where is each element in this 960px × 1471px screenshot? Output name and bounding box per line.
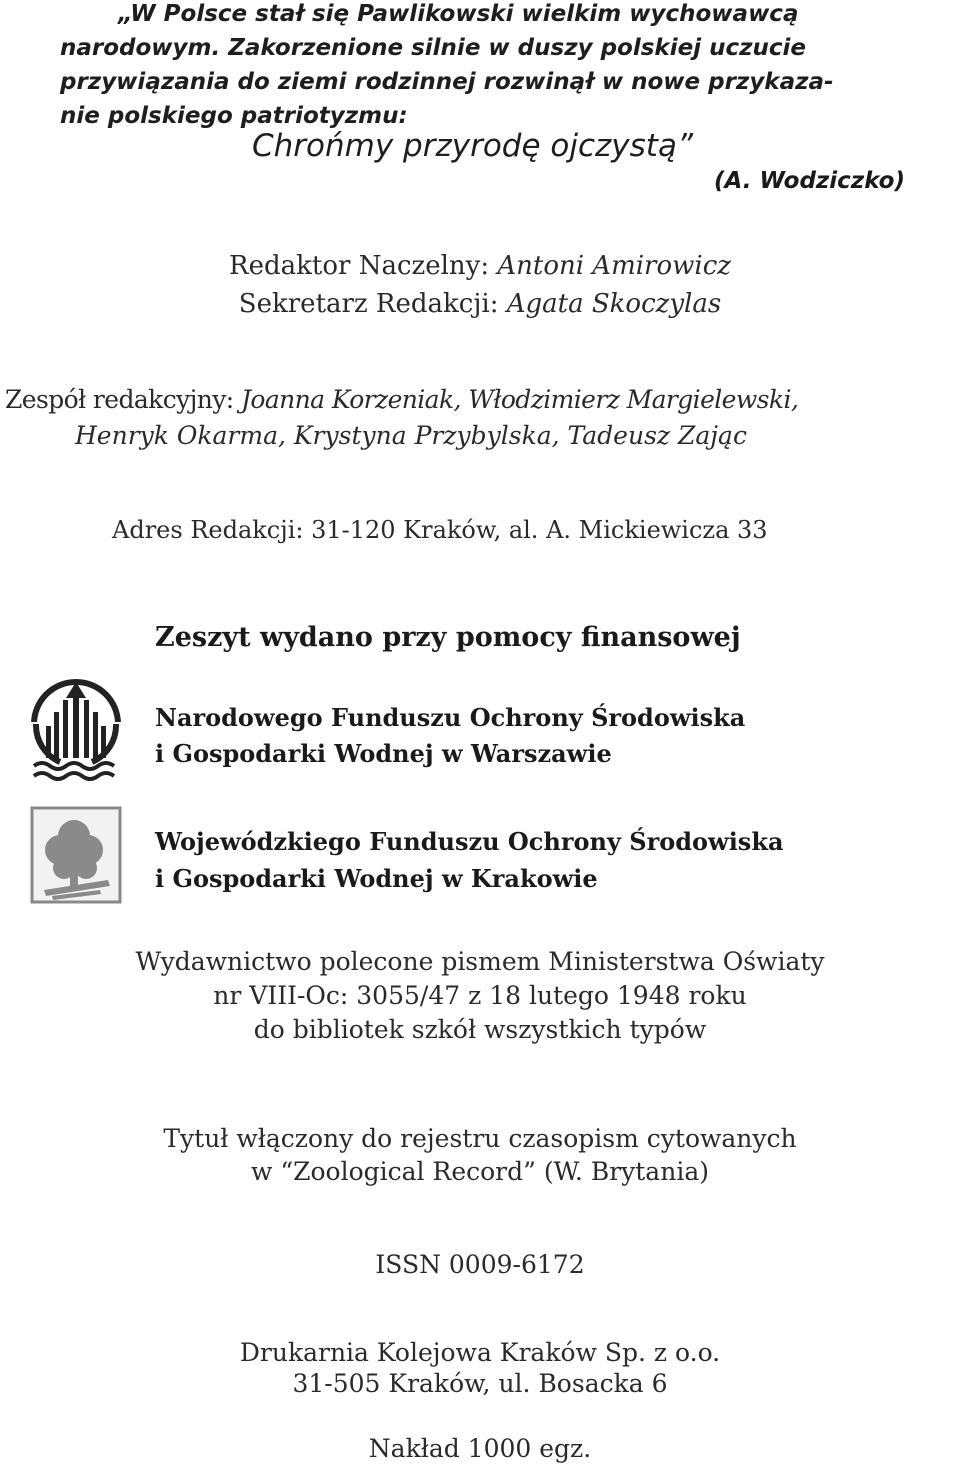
wfos-line-1: Wojewódzkiego Funduszu Ochrony Środowiska: [155, 827, 784, 856]
funding-heading: Zeszyt wydano przy pomocy finansowej: [155, 622, 741, 653]
recommendation-line-2: nr VIII-Oc: 3055/47 z 18 lutego 1948 roku: [213, 981, 747, 1010]
nfos-line-1: Narodowego Funduszu Ochrony Środowiska: [155, 703, 746, 732]
quote-author: (A. Wodziczko): [714, 168, 905, 194]
team-line-1: [5, 385, 798, 414]
printer-line-1: Drukarnia Kolejowa Kraków Sp. z o.o.: [239, 1338, 721, 1367]
quote-motto: Chrońmy przyrodę ojczystą”: [252, 128, 694, 164]
indexing-line-1: Tytuł włączony do rejestru czasopism cytowanych: [163, 1124, 797, 1153]
wfos-line-2: i Gospodarki Wodnej w Krakowie: [155, 864, 598, 893]
quote-line-3: przywiązania do ziemi rodzinnej rozwinął w nowe przykaza-: [60, 69, 834, 95]
secretary-name: Agata Skoczylas: [506, 289, 722, 319]
quote-line-1: „W Polsce stał się Pawlikowski wielkim wychowawcą: [118, 1, 799, 27]
quote-line-2: narodowym. Zakorzenione silnie w duszy polskiej uczucie: [60, 35, 806, 61]
recommendation-line-1: Wydawnictwo polecone pismem Ministerstwa Oświaty: [135, 947, 825, 976]
print-run: Nakład 1000 egz.: [368, 1434, 592, 1463]
indexing-line-2: w “Zoological Record” (W. Brytania): [251, 1157, 709, 1186]
team-members-1: Joanna Korzeniak, Włodzimierz Margielewski,: [240, 385, 799, 414]
printer-line-2: 31-505 Kraków, ul. Bosacka 6: [292, 1369, 668, 1398]
editorial-address: Adres Redakcji: 31-120 Kraków, al. A. Mickiewicza 33: [112, 516, 768, 544]
editor-label: Redaktor Naczelny:: [229, 251, 498, 281]
nfos-logo-icon: [30, 678, 122, 782]
team-label: Zespół redakcyjny:: [5, 385, 241, 414]
quote-line-4: nie polskiego patriotyzmu:: [60, 103, 408, 129]
nfos-line-2: i Gospodarki Wodnej w Warszawie: [155, 739, 612, 768]
issn: ISSN 0009-6172: [375, 1250, 585, 1279]
recommendation-line-3: do bibliotek szkół wszystkich typów: [253, 1015, 707, 1044]
secretary-label: Sekretarz Redakcji:: [238, 289, 507, 319]
editor-line: [0, 251, 960, 281]
wfos-tree-logo-icon: [30, 806, 122, 904]
secretary-line: [0, 289, 960, 319]
editor-name: Antoni Amirowicz: [497, 251, 731, 281]
team-line-2: Henryk Okarma, Krystyna Przybylska, Tadeusz Zając: [75, 421, 747, 450]
